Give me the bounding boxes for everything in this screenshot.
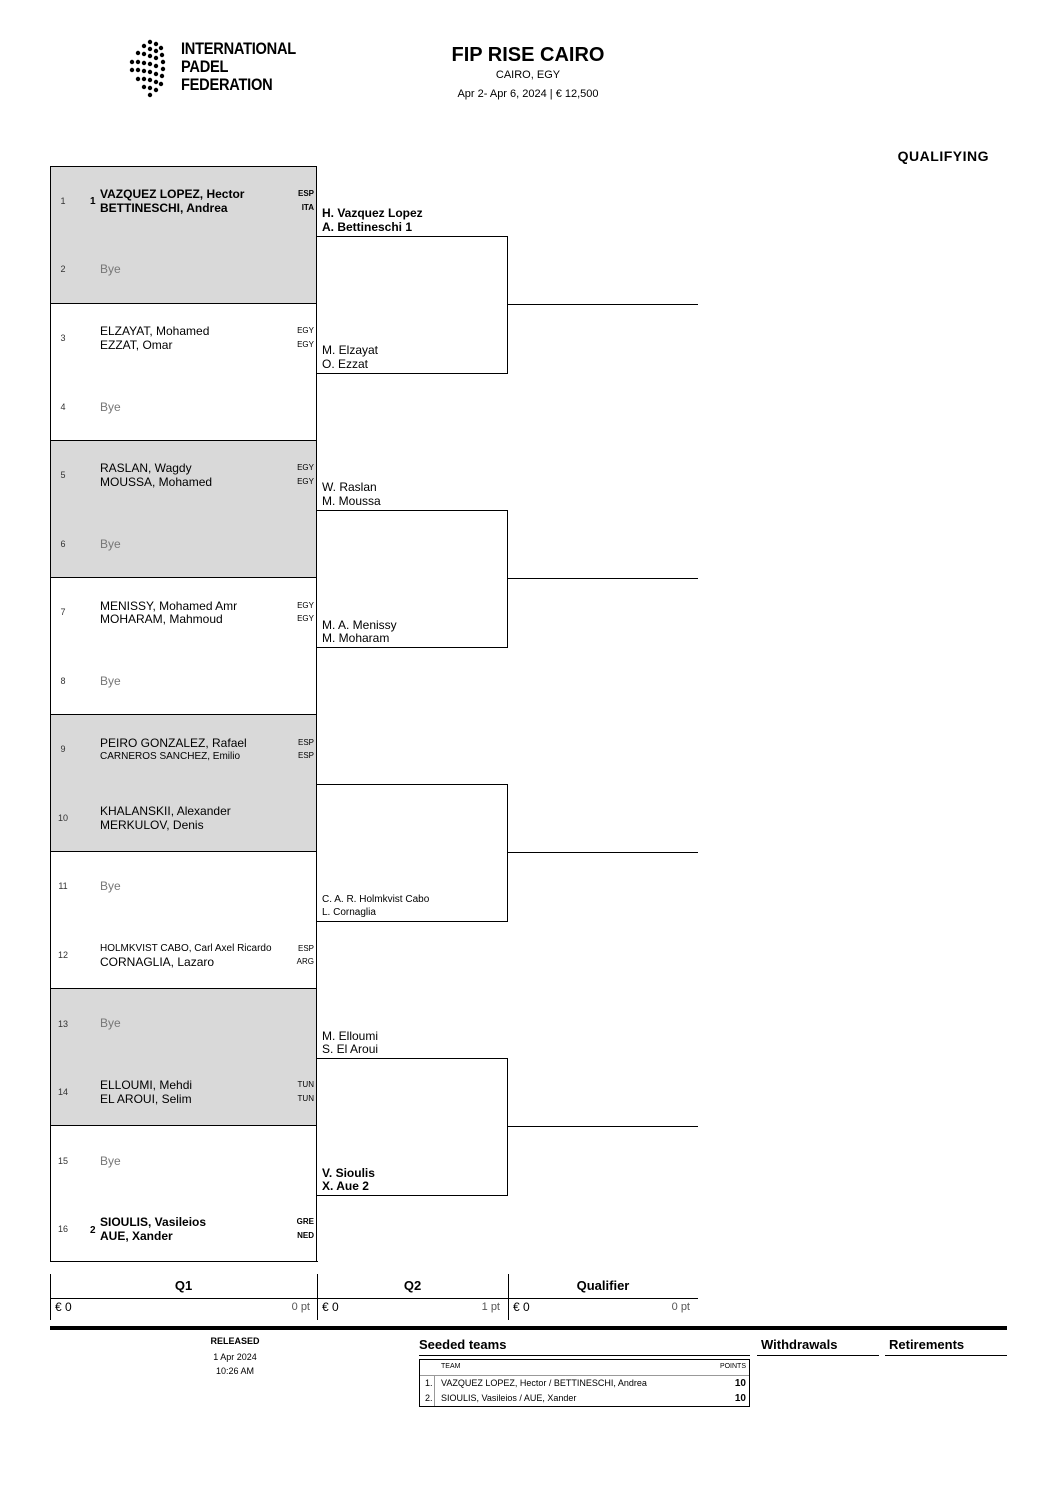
seeded-header-points: POINTS	[719, 1363, 746, 1370]
bye-label: Bye	[100, 879, 121, 893]
seed-number: 1	[90, 196, 96, 207]
draw-position: 4	[60, 402, 66, 412]
tournament-dates: Apr 2- Apr 6, 2024 | € 12,500	[457, 88, 599, 100]
player-name: MOUSSA, Mohamed	[100, 475, 213, 489]
player-name: EZZAT, Omar	[100, 338, 173, 352]
draw-position: 3	[60, 333, 66, 343]
q2-team-line: M. A. Menissy	[322, 618, 397, 632]
logo-text-line1: INTERNATIONAL	[181, 39, 296, 58]
q2-team-line: H. Vazquez Lopez	[322, 206, 423, 220]
logo-text-line3: FEDERATION	[181, 75, 273, 94]
released-label: RELEASED	[210, 1336, 260, 1346]
player-name: AUE, Xander	[100, 1229, 173, 1243]
q2-team-line: M. Elloumi	[322, 1029, 379, 1043]
ranking-points: 0 pt	[291, 1301, 310, 1313]
withdrawals-title: Withdrawals	[761, 1337, 838, 1352]
q2-team-line: X. Aue 2	[322, 1179, 369, 1193]
bye-label: Bye	[100, 674, 121, 688]
ranking-points: 1 pt	[481, 1301, 500, 1313]
player-name: MENISSY, Mohamed Amr	[100, 599, 238, 613]
round-header-underline	[50, 1298, 698, 1299]
seeded-row-number: 1.	[425, 1378, 433, 1388]
q2-team-line: O. Ezzat	[322, 357, 369, 371]
fip-logo-mark-icon	[126, 36, 176, 100]
seeded-teams-title: Seeded teams	[419, 1337, 507, 1352]
q2-team-line: M. Elzayat	[322, 343, 379, 357]
player-nationality: TUN	[297, 1094, 314, 1103]
player-name: MERKULOV, Denis	[100, 818, 204, 832]
prize-money: € 0	[55, 1300, 72, 1314]
player-nationality: ESP	[297, 944, 314, 953]
player-nationality: ESP	[297, 738, 314, 747]
draw-position: 8	[60, 676, 66, 686]
player-nationality: ITA	[301, 203, 314, 212]
seeded-row-points: 10	[734, 1378, 746, 1389]
bye-label: Bye	[100, 262, 121, 276]
seeded-row-team: SIOULIS, Vasileios / AUE, Xander	[441, 1393, 577, 1403]
player-nationality: ESP	[297, 751, 314, 760]
player-name: ELLOUMI, Mehdi	[100, 1078, 193, 1092]
player-name: MOHARAM, Mahmoud	[100, 612, 223, 626]
bye-label: Bye	[100, 400, 121, 414]
q2-team-line: M. Moharam	[322, 631, 390, 645]
seeded-row-team: VAZQUEZ LOPEZ, Hector / BETTINESCHI, Andrea	[441, 1378, 647, 1388]
prize-money: € 0	[513, 1300, 530, 1314]
bye-label: Bye	[100, 1016, 121, 1030]
draw-position: 10	[57, 813, 68, 823]
bye-label: Bye	[100, 1154, 121, 1168]
qualifier-line	[508, 852, 698, 853]
released-time: 10:26 AM	[215, 1366, 255, 1376]
player-nationality: EGY	[297, 601, 314, 610]
player-name: KHALANSKII, Alexander	[100, 804, 231, 818]
draw-position: 15	[57, 1156, 68, 1166]
draw-grid-bottom	[50, 1261, 318, 1262]
player-nationality: EGY	[297, 614, 314, 623]
seed-number: 2	[90, 1225, 96, 1236]
draw-position: 1	[60, 196, 66, 206]
seeded-header-team: TEAM	[441, 1363, 461, 1370]
player-nationality: EGY	[297, 326, 314, 335]
q2-team-line: C. A. R. Holmkvist Cabo	[322, 894, 430, 905]
withdrawals-underline	[757, 1355, 879, 1356]
draw-position: 7	[60, 607, 66, 617]
player-name: CORNAGLIA, Lazaro	[100, 955, 215, 969]
player-name: RASLAN, Wagdy	[100, 461, 192, 475]
q2-team-line: A. Bettineschi 1	[322, 220, 413, 234]
player-nationality: ARG	[296, 957, 314, 966]
q2-team-line: L. Cornaglia	[322, 907, 376, 918]
player-name: VAZQUEZ LOPEZ, Hector	[100, 187, 245, 201]
player-nationality: EGY	[297, 463, 314, 472]
draw-position: 14	[57, 1087, 68, 1097]
player-name: ELZAYAT, Mohamed	[100, 324, 210, 338]
prize-money: € 0	[322, 1300, 339, 1314]
draw-position: 2	[60, 264, 66, 274]
qualifier-line	[508, 1126, 698, 1127]
qualifier-line	[508, 304, 698, 305]
draw-block-4	[50, 577, 317, 714]
player-nationality: EGY	[297, 340, 314, 349]
draw-position: 5	[60, 470, 66, 480]
seeded-table-column-divider	[434, 1375, 435, 1406]
retirements-title: Retirements	[889, 1337, 965, 1352]
player-nationality: ESP	[297, 189, 314, 198]
tournament-title: FIP RISE CAIRO	[451, 44, 605, 66]
footer-divider	[50, 1326, 1007, 1330]
tournament-location: CAIRO, EGY	[495, 69, 561, 81]
retirements-underline	[885, 1355, 1007, 1356]
player-nationality: EGY	[297, 477, 314, 486]
seeded-row-points: 10	[734, 1393, 746, 1404]
seeded-row-number: 2.	[425, 1393, 433, 1403]
seeded-table-divider	[420, 1375, 749, 1376]
player-name: SIOULIS, Vasileios	[100, 1215, 207, 1229]
draw-position: 16	[57, 1224, 68, 1234]
q2-team-line: V. Sioulis	[322, 1166, 375, 1180]
player-nationality: GRE	[296, 1217, 314, 1226]
draw-block-8	[50, 1125, 317, 1262]
player-name: HOLMKVIST CABO, Carl Axel Ricardo	[100, 943, 272, 954]
round-header-q2: Q2	[403, 1278, 422, 1293]
round-header-qualifier: Qualifier	[576, 1278, 630, 1293]
player-name: BETTINESCHI, Andrea	[100, 201, 228, 215]
q2-team-line: S. El Aroui	[322, 1042, 379, 1056]
draw-type-label: QUALIFYING	[897, 148, 989, 164]
player-nationality: NED	[297, 1231, 314, 1240]
draw-position: 6	[60, 539, 66, 549]
seeded-teams-underline	[419, 1355, 750, 1356]
q2-team-line: W. Raslan	[322, 480, 377, 494]
ranking-points: 0 pt	[671, 1301, 690, 1313]
player-name: PEIRO GONZALEZ, Rafael	[100, 736, 247, 750]
released-date: 1 Apr 2024	[213, 1352, 257, 1362]
fip-logo	[126, 36, 301, 100]
q2-team-line: M. Moussa	[322, 494, 381, 508]
logo-text-line2: PADEL	[181, 57, 229, 76]
draw-position: 9	[60, 744, 66, 754]
draw-position: 11	[58, 881, 68, 891]
seeded-teams-table	[419, 1359, 750, 1407]
round-header-q1: Q1	[174, 1278, 193, 1293]
player-name: EL AROUI, Selim	[100, 1092, 192, 1106]
qualifier-line	[508, 578, 698, 579]
draw-position: 13	[57, 1019, 68, 1029]
player-name: CARNEROS SANCHEZ, Emilio	[100, 751, 241, 762]
bye-label: Bye	[100, 537, 121, 551]
draw-position: 12	[57, 950, 68, 960]
player-nationality: TUN	[297, 1080, 314, 1089]
